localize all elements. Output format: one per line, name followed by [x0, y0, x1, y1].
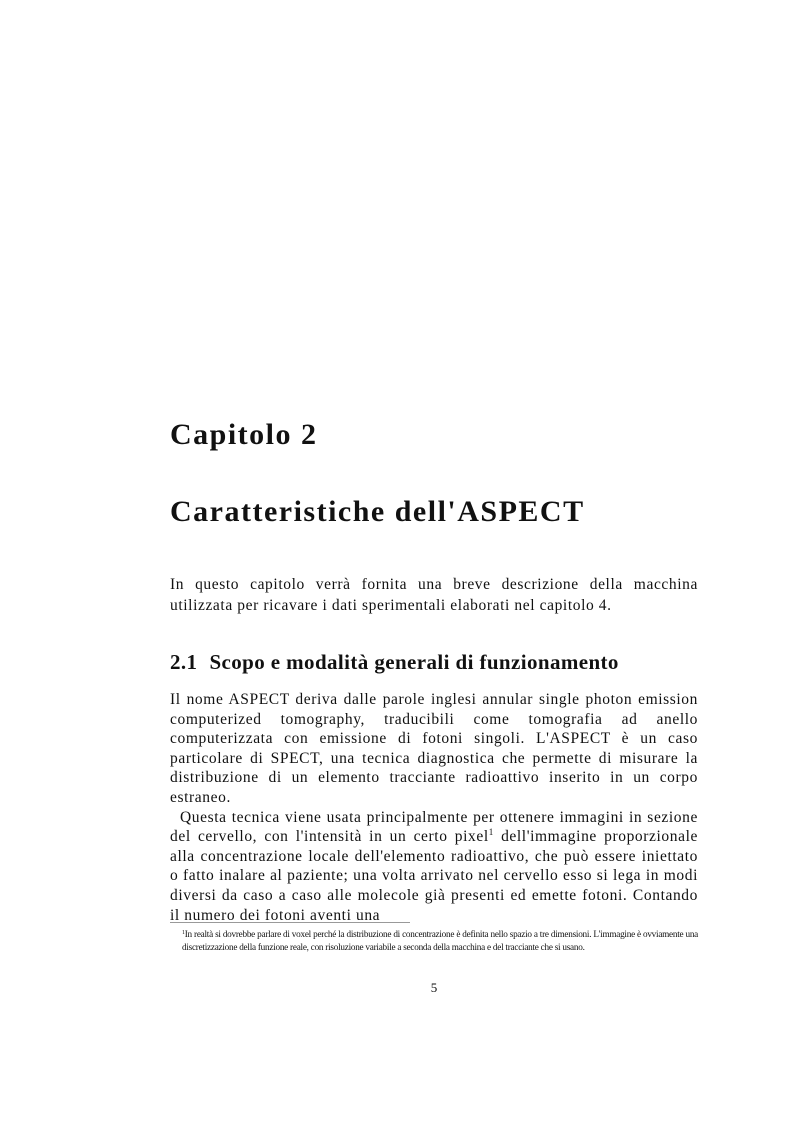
section-body — [170, 690, 698, 925]
footnote — [182, 928, 698, 953]
footnote-marker: 1 — [182, 930, 185, 936]
chapter-title: Caratteristiche dell'ASPECT — [170, 495, 585, 528]
page-number: 5 — [430, 980, 438, 995]
chapter-label: Capitolo 2 — [170, 418, 318, 451]
paragraph-1: Il nome ASPECT deriva dalle parole inglesi annular single photon emission computerized tomography, traducibili come tomografia ad anello computerizzata con emissione di fotoni singoli. L'ASPECT è un caso particolare di SPECT, una tecnica diagnostica che permette di misurare la distribuzione di un elemento tracciante radioattivo inserito in un corpo estraneo. — [170, 691, 698, 806]
footnote-rule — [170, 922, 410, 923]
paragraph-2-start: Questa tecnica viene usata principalmente per ottenere immagini in sezione del cervello, con l'intensità in un certo pixel — [170, 808, 698, 846]
section-number: 2.1 — [170, 650, 198, 674]
section-heading — [170, 650, 619, 675]
section-title: Scopo e modalità generali di funzionamento — [209, 650, 619, 674]
footnote-text: In realtà si dovrebbe parlare di voxel perché la distribuzione di concentrazione è definita nello spazio a tre dimensioni. L'immagine è ovviamente una discretizzazione della funzione reale, con risoluzione variabile a seconda della macchina e del tracciante che si usano. — [182, 929, 698, 952]
chapter-intro: In questo capitolo verrà fornita una breve descrizione della macchina utilizzata per ricavare i dati sperimentali elaborati nel capitolo 4. — [170, 576, 698, 614]
paragraph-2 — [170, 808, 698, 926]
footnote-reference: 1 — [488, 827, 494, 838]
paragraph-2-end: dell'immagine proporzionale alla concentrazione locale dell'elemento radioattivo, che può essere iniettato o fatto inalare al paziente; una volta arrivato nel cervello esso si lega in modi diversi da caso a caso alle molecole già presenti ed emette fotoni. Contando il numero dei fotoni aventi una — [170, 828, 698, 924]
